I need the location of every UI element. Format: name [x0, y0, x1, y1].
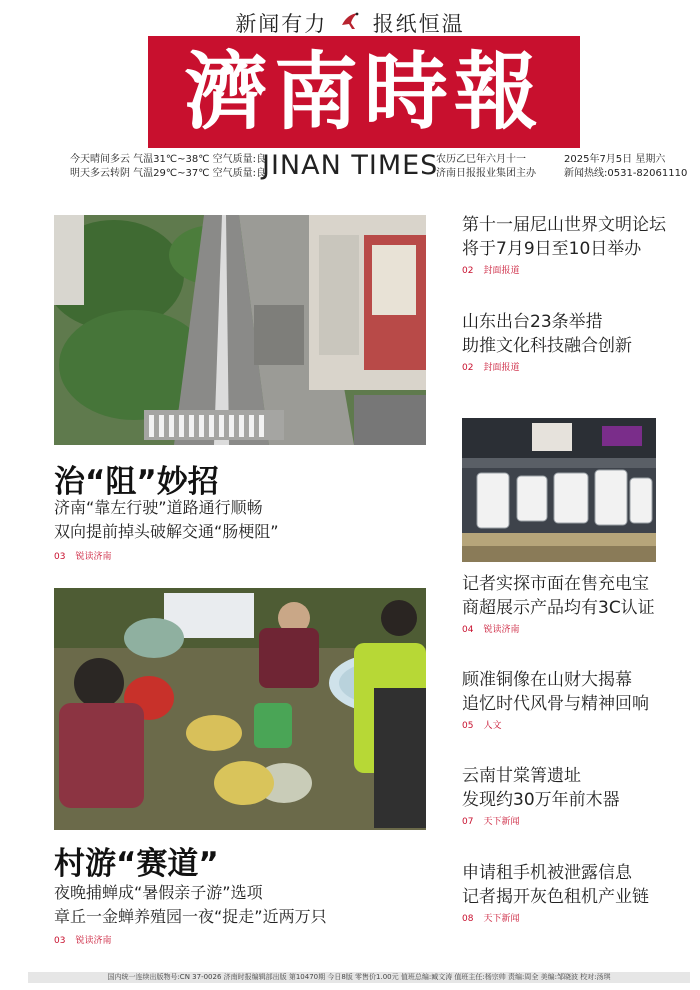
- lead1-headline[interactable]: 治“阻”妙招: [54, 464, 219, 500]
- news-item-6-line2: 记者揭开灰色租机产业链: [462, 887, 649, 907]
- publisher: 济南日报报业集团主办: [436, 168, 536, 179]
- slogan: [0, 8, 700, 38]
- news-item-2-line2: 助推文化科技融合创新: [462, 336, 632, 356]
- news-item-2-tag: 02 封面报道: [462, 363, 520, 373]
- news-item-4[interactable]: [462, 668, 649, 731]
- lead1-deck-line2: 双向提前掉头破解交通“肠梗阻”: [54, 522, 279, 541]
- news-item-4-line2: 追忆时代风骨与精神回响: [462, 694, 649, 714]
- lead2-deck-line2: 章丘一金蝉养殖园一夜“捉走”近两万只: [54, 907, 327, 926]
- news-item-1-line1: 第十一届尼山世界文明论坛: [462, 215, 666, 235]
- lunar-date: 农历乙巳年六月十一: [436, 154, 526, 165]
- news-item-2[interactable]: [462, 310, 632, 373]
- lead2-page: 03: [54, 936, 66, 946]
- lead1-page-tag[interactable]: [54, 549, 111, 562]
- news-item-3[interactable]: [462, 572, 655, 635]
- news-item-1-tag: 02 封面报道: [462, 266, 520, 276]
- lead1-page: 03: [54, 552, 66, 562]
- lunar-block: [436, 153, 536, 181]
- lead1-deck: [54, 496, 279, 544]
- slogan-right: 报纸恒温: [372, 12, 465, 36]
- news-item-6-line1: 申请租手机被泄露信息: [462, 863, 632, 883]
- news-item-1[interactable]: [462, 213, 666, 276]
- lead2-section: 锐读济南: [75, 936, 112, 946]
- news-item-4-tag: 05 人文: [462, 721, 502, 731]
- lead2-page-tag[interactable]: [54, 933, 111, 946]
- news-item-4-line1: 顾准铜像在山财大揭幕: [462, 670, 632, 690]
- weather-today: 今天晴间多云 气温31℃~38℃ 空气质量:良: [70, 154, 267, 165]
- news-item-3-line2: 商超展示产品均有3C认证: [462, 598, 655, 618]
- news-item-3-line1: 记者实探市面在售充电宝: [462, 574, 649, 594]
- slogan-left: 新闻有力: [235, 12, 328, 36]
- news-item-6-tag: 08 天下新闻: [462, 914, 520, 924]
- crane-icon: [336, 11, 364, 36]
- news-item-5[interactable]: [462, 764, 620, 827]
- news-item-1-line2: 将于7月9日至10日举办: [462, 239, 642, 259]
- lead2-headline[interactable]: 村游“赛道”: [54, 846, 219, 882]
- news-item-3-tag: 04 锐读济南: [462, 625, 520, 635]
- news-item-5-line1: 云南甘棠箐遗址: [462, 766, 581, 786]
- news-hotline: 新闻热线:0531-82061110: [564, 168, 688, 179]
- lead2-deck-line1: 夜晚捕蝉成“暑假亲子游”选项: [54, 883, 263, 902]
- lead1-deck-line1: 济南“靠左行驶”道路通行顺畅: [54, 498, 263, 517]
- news-item-6[interactable]: [462, 861, 649, 924]
- weather-tomorrow: 明天多云转阴 气温29℃~37℃ 空气质量:良: [70, 168, 267, 179]
- date-block: [564, 153, 687, 181]
- issue-date: 2025年7月5日 星期六: [564, 154, 666, 165]
- lead1-photo[interactable]: [54, 215, 426, 445]
- footer-imprint: 国内统一连续出版物号:CN 37-0026 济南时报编辑部出版 第10470期 今日8版 零售价1.00元 值班总编:臧文涛 值班主任:杨宗帅 责编:周全 美编:邹晓波 校对:汤琪: [107, 973, 611, 981]
- lead2-deck: [54, 881, 327, 929]
- english-name: JINAN TIMES: [262, 150, 439, 181]
- powerbank-photo[interactable]: [462, 418, 656, 562]
- news-item-5-line2: 发现约30万年前木器: [462, 790, 620, 810]
- weather-block: [70, 153, 266, 181]
- news-item-5-tag: 07 天下新闻: [462, 817, 520, 827]
- newspaper-logo: 濟南時報: [183, 42, 544, 141]
- news-item-2-line1: 山东出台23条举措: [462, 312, 603, 332]
- lead2-photo[interactable]: [54, 588, 426, 830]
- lead1-section: 锐读济南: [75, 552, 112, 562]
